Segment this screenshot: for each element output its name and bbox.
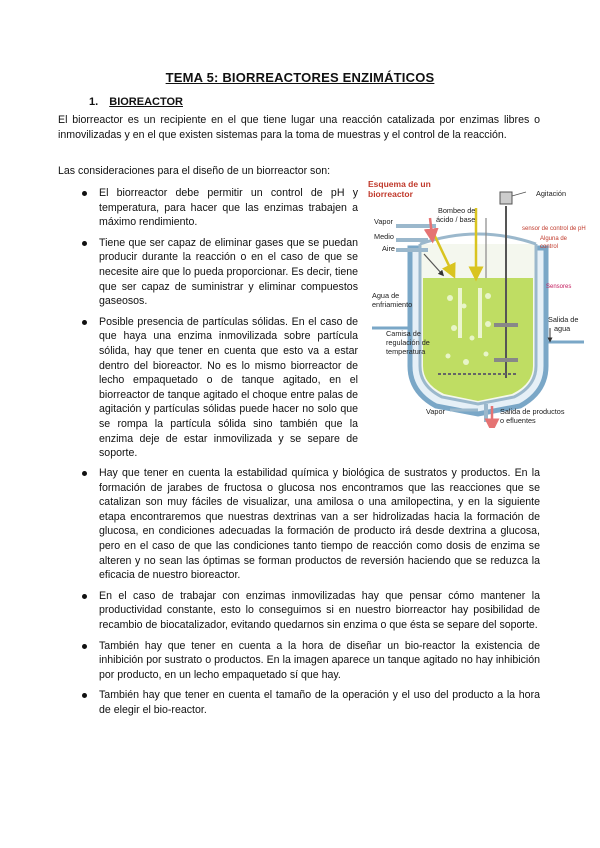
label-agua-line1: Agua de xyxy=(372,291,400,300)
agitation-leader xyxy=(512,192,526,196)
considerations-list-wide xyxy=(99,466,540,724)
label-camisa-line1: Camisa de xyxy=(386,329,421,338)
label-camisa-line3: temperatura xyxy=(386,347,426,356)
diagram-title-line2: biorreactor xyxy=(368,189,413,199)
considerations-list-narrow xyxy=(99,186,358,467)
label-alguna-line2: control xyxy=(540,244,559,250)
list-item: Posible presencia de partículas sólidas. En el caso de que haya una enzima inmovilizada sobre partícula sólida, hay que tener en cuenta que esto va a estar dentro del bioreactor. No es lo mismo biorreactor de lecho empaquetado o de tanque agitado, en el biorreactor de tanque agitado el choque entre palas de agitación y partículas sólidas puede hacer no solo que se rompa la partícula sólida sino también que la enzima deje de estar inmovilizada y se separe de soporte. xyxy=(99,315,358,460)
label-bombeo-line1: Bombeo de xyxy=(438,206,476,215)
label-vapor-top: Vapor xyxy=(374,217,393,226)
label-vapor-bottom: Vapor xyxy=(426,407,445,416)
label-sensores: Sensores xyxy=(546,284,572,290)
label-sensor-small: sensor de control de pH xyxy=(522,226,586,232)
bioreactor-diagram xyxy=(366,178,590,428)
baffle-center xyxy=(478,288,482,338)
label-productos-line2: o efluentes xyxy=(500,416,536,425)
baffle-left xyxy=(458,288,462,338)
list-item: También hay que tener en cuenta el tamaño de la operación y el uso del producto a la hora de elegir el bio-reactor. xyxy=(99,689,540,716)
label-camisa-line2: regulación de xyxy=(386,338,430,347)
label-medio: Medio xyxy=(374,232,394,241)
label-agitacion: Agitación xyxy=(536,189,567,198)
diagram-title-line1: Esquema de un xyxy=(368,179,431,189)
page-title: TEMA 5: BIORREACTORES ENZIMÁTICOS xyxy=(165,70,435,85)
label-salida-line2: agua xyxy=(554,324,571,333)
steam-arrow xyxy=(430,218,432,236)
label-alguna-line1: Alguna de xyxy=(540,236,568,242)
label-agua-line2: enfriamiento xyxy=(372,300,413,309)
bioreactor-svg xyxy=(366,178,590,428)
impeller-lower xyxy=(494,358,518,362)
section-heading xyxy=(89,96,183,108)
impeller-upper xyxy=(494,323,518,327)
list-item: Hay que tener en cuenta la estabilidad química y biológica de sustratos y productos. En la formación de jarabes de fructosa o glucosa nos encontramos que las reacciones que se catalizan son muy fáciles de visualizar, una amilosa o una amilopectina, y en la siguiente etapa encontraremos que nuestras dextrinas van a ser hidrolizadas hacia la formación de glucosa, en condiciones adecuadas la formación de producto irá desde dextrina a glucosa, pero en el caso de que las condiciones tanto tiempo de reacción como dosis de enzima se alteren y no sean las óptimas se forman productos de reversión haciendo que se reduzca la eficacia de nuestro bioreactor. xyxy=(99,467,540,582)
intro-paragraph: El biorreactor es un recipiente en el que tiene lugar una reacción catalizada por enzimas libres o inmovilizadas y en el que existen sistemas para la toma de muestras y el control de la reacción. xyxy=(58,114,540,141)
section-number: 1. xyxy=(89,96,99,108)
label-salida-line1: Salida de xyxy=(548,315,579,324)
agitation-motor xyxy=(500,192,512,204)
label-productos-line1: Salida de productos xyxy=(500,407,565,416)
list-item: Tiene que ser capaz de eliminar gases que se puedan producir durante la reacción o en el caso de que se necesite aire que lo pueda proporcionar. Es decir, tiene que ser capaz de suministrar y eliminar compuestos gaseosos. xyxy=(99,236,358,308)
considerations-lead: Las consideraciones para el diseño de un biorreactor son: xyxy=(58,165,331,177)
label-aire: Aire xyxy=(382,244,395,253)
section-title: BIOREACTOR xyxy=(109,96,183,108)
label-bombeo-line2: ácido / base xyxy=(436,215,476,224)
list-item: También hay que tener en cuenta a la hora de diseñar un bio-reactor la existencia de inhibición por sustrato o productos. En la imagen aparece un tanque agitado no hay inhibición por producto, en un lecho empaquetado sí que hay. xyxy=(99,639,540,681)
list-item: En el caso de trabajar con enzimas inmovilizadas hay que pensar cómo mantener la productividad constante, esto lo conseguimos si en nuestro biorreactor hay posibilidad de recambio de biocatalizador, evitando quedarnos sin enzima o que ésta se separe del soporte. xyxy=(99,589,540,631)
list-item: El biorreactor debe permitir un control de pH y temperatura, para hacer que las enzimas trabajen a máximo rendimiento. xyxy=(99,187,358,229)
